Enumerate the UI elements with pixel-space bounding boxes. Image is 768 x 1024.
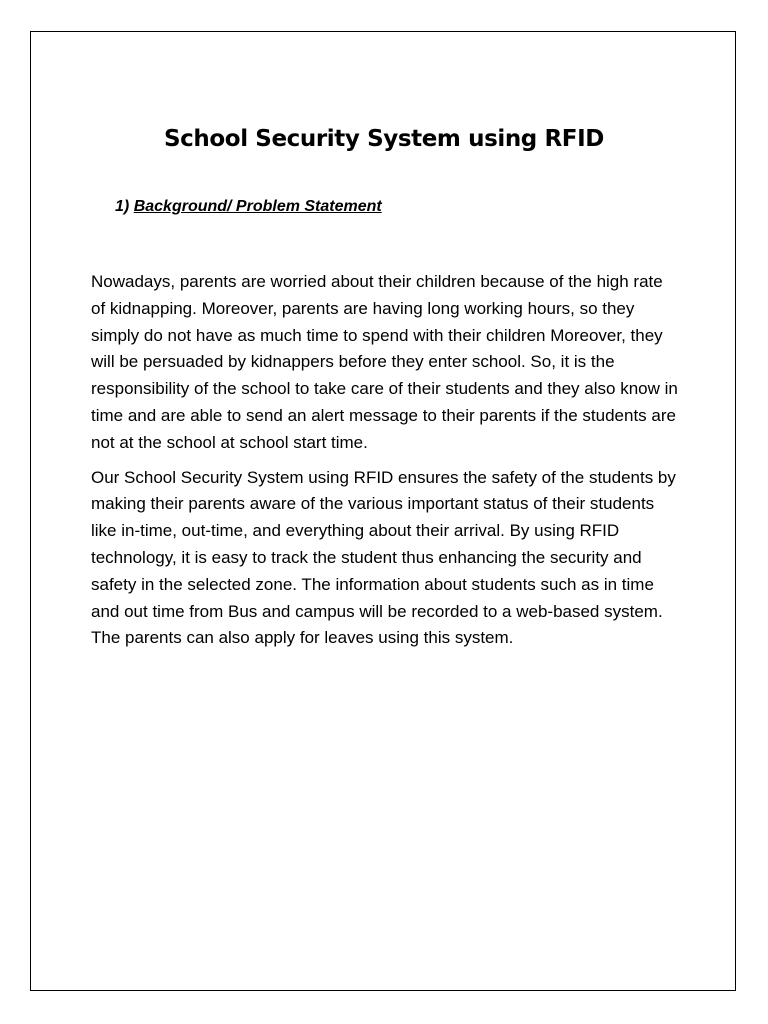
body-text bbox=[91, 269, 681, 660]
document-title: School Security System using RFID bbox=[164, 126, 604, 152]
section-heading bbox=[115, 197, 382, 216]
paragraph-1: Nowadays, parents are worried about their children because of the high rate of kidnapping. Moreover, parents are having long working hours, so they simply do not have as much time to spend with their children Moreover, they will be persuaded by kidnappers before they enter school. So, it is the responsibility of the school to take care of their students and they also know in time and are able to send an alert message to their parents if the students are not at the school at school start time. bbox=[91, 272, 678, 452]
section-heading-text: Background/ Problem Statement bbox=[133, 198, 382, 215]
section-number: 1) bbox=[115, 198, 130, 215]
paragraph-2: Our School Security System using RFID ensures the safety of the students by making their parents aware of the various important status of their students like in-time, out-time, and everything about their arrival. By using RFID technology, it is easy to track the student thus enhancing the security and safety in the selected zone. The information about students such as in time and out time from Bus and campus will be recorded to a web-based system. The parents can also apply for leaves using this system. bbox=[91, 467, 676, 648]
document-page bbox=[30, 31, 736, 991]
